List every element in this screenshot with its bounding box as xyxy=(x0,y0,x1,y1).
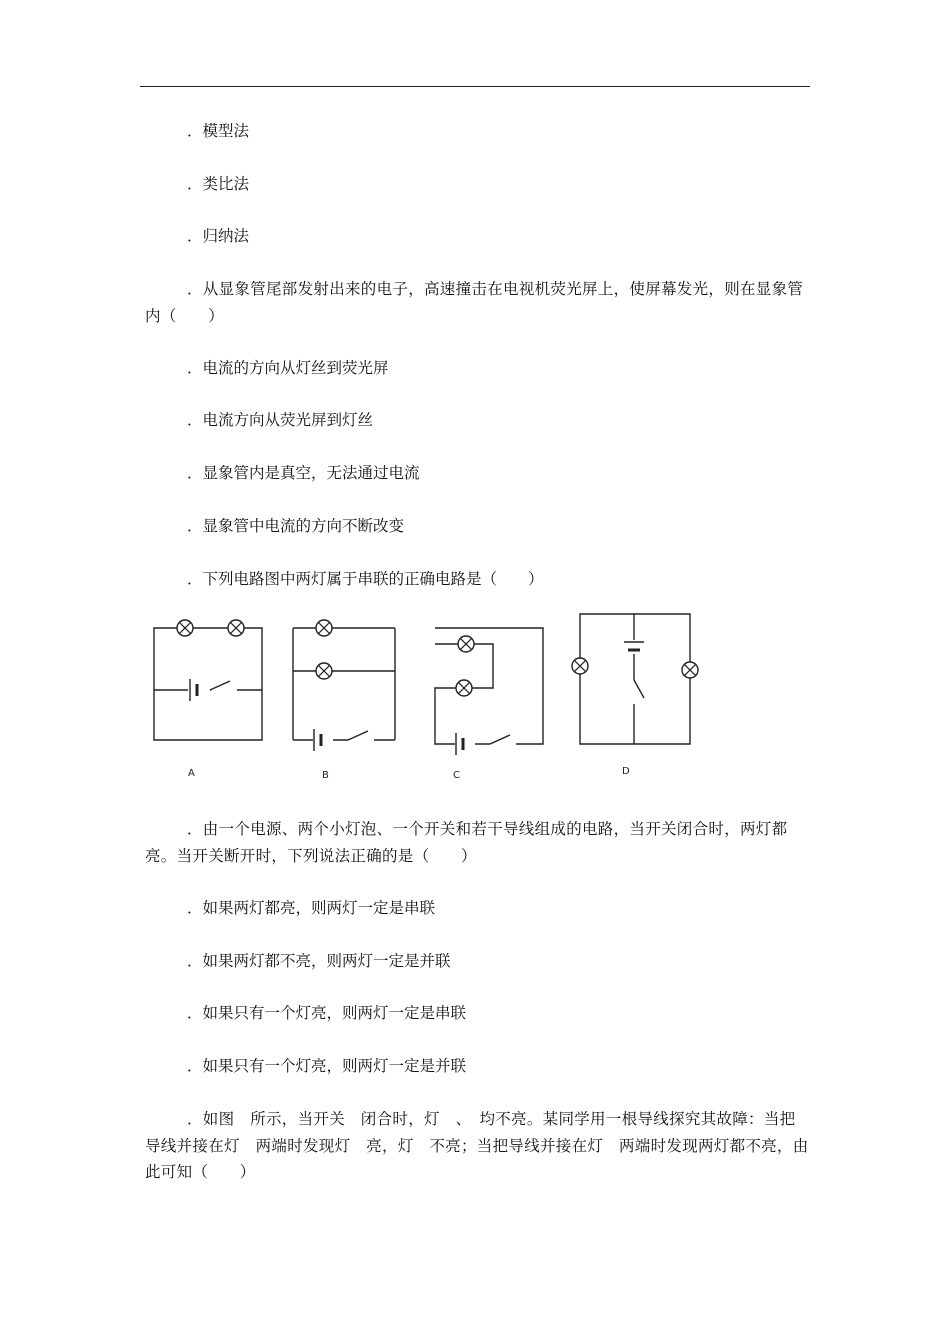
circuit-a xyxy=(154,620,262,740)
circuit-d xyxy=(572,614,698,744)
option-line: ．模型法 xyxy=(187,122,250,140)
option-line: ．如果只有一个灯亮，则两灯一定是串联 xyxy=(187,1004,467,1022)
question-stem: ．下列电路图中两灯属于串联的正确电路是（ ） xyxy=(187,570,544,588)
circuit-b xyxy=(293,620,395,751)
option-line: ．电流方向从荧光屏到灯丝 xyxy=(187,411,374,429)
circuit-c xyxy=(435,628,543,755)
header-rule xyxy=(140,86,810,87)
option-line: ．归纳法 xyxy=(187,227,250,245)
option-line: ．类比法 xyxy=(187,175,250,193)
option-line: ．显象管内是真空，无法通过电流 xyxy=(187,464,420,482)
circuit-label-d: D xyxy=(622,766,630,777)
circuit-diagrams-figure xyxy=(148,608,708,788)
circuit-label-a: A xyxy=(188,768,195,779)
option-line: ．如果两灯都亮，则两灯一定是串联 xyxy=(187,899,436,917)
option-line: ．如果两灯都不亮，则两灯一定是并联 xyxy=(187,952,451,970)
question-stem: ．从显象管尾部发射出来的电子，高速撞击在电视机荧光屏上，使屏幕发光，则在显象管内（ ） xyxy=(145,280,804,325)
circuit-label-c: C xyxy=(453,770,460,781)
question-stem: ．由一个电源、两个小灯泡、一个开关和若干导线组成的电路，当开关闭合时，两灯都亮。当开关断开时，下列说法正确的是（ ） xyxy=(145,820,788,865)
option-line: ．电流的方向从灯丝到荧光屏 xyxy=(187,359,389,377)
circuit-label-b: B xyxy=(322,770,329,781)
option-line: ．显象管中电流的方向不断改变 xyxy=(187,517,405,535)
option-line: ．如果只有一个灯亮，则两灯一定是并联 xyxy=(187,1057,467,1075)
question-stem: ．如图 所示，当开关 闭合时，灯 、 均不亮。某同学用一根导线探究其故障：当把导线并接在灯 两端时发现灯 亮，灯 不亮；当把导线并接在灯 两端时发现两灯都不亮，由此可知（ ） xyxy=(145,1110,809,1181)
